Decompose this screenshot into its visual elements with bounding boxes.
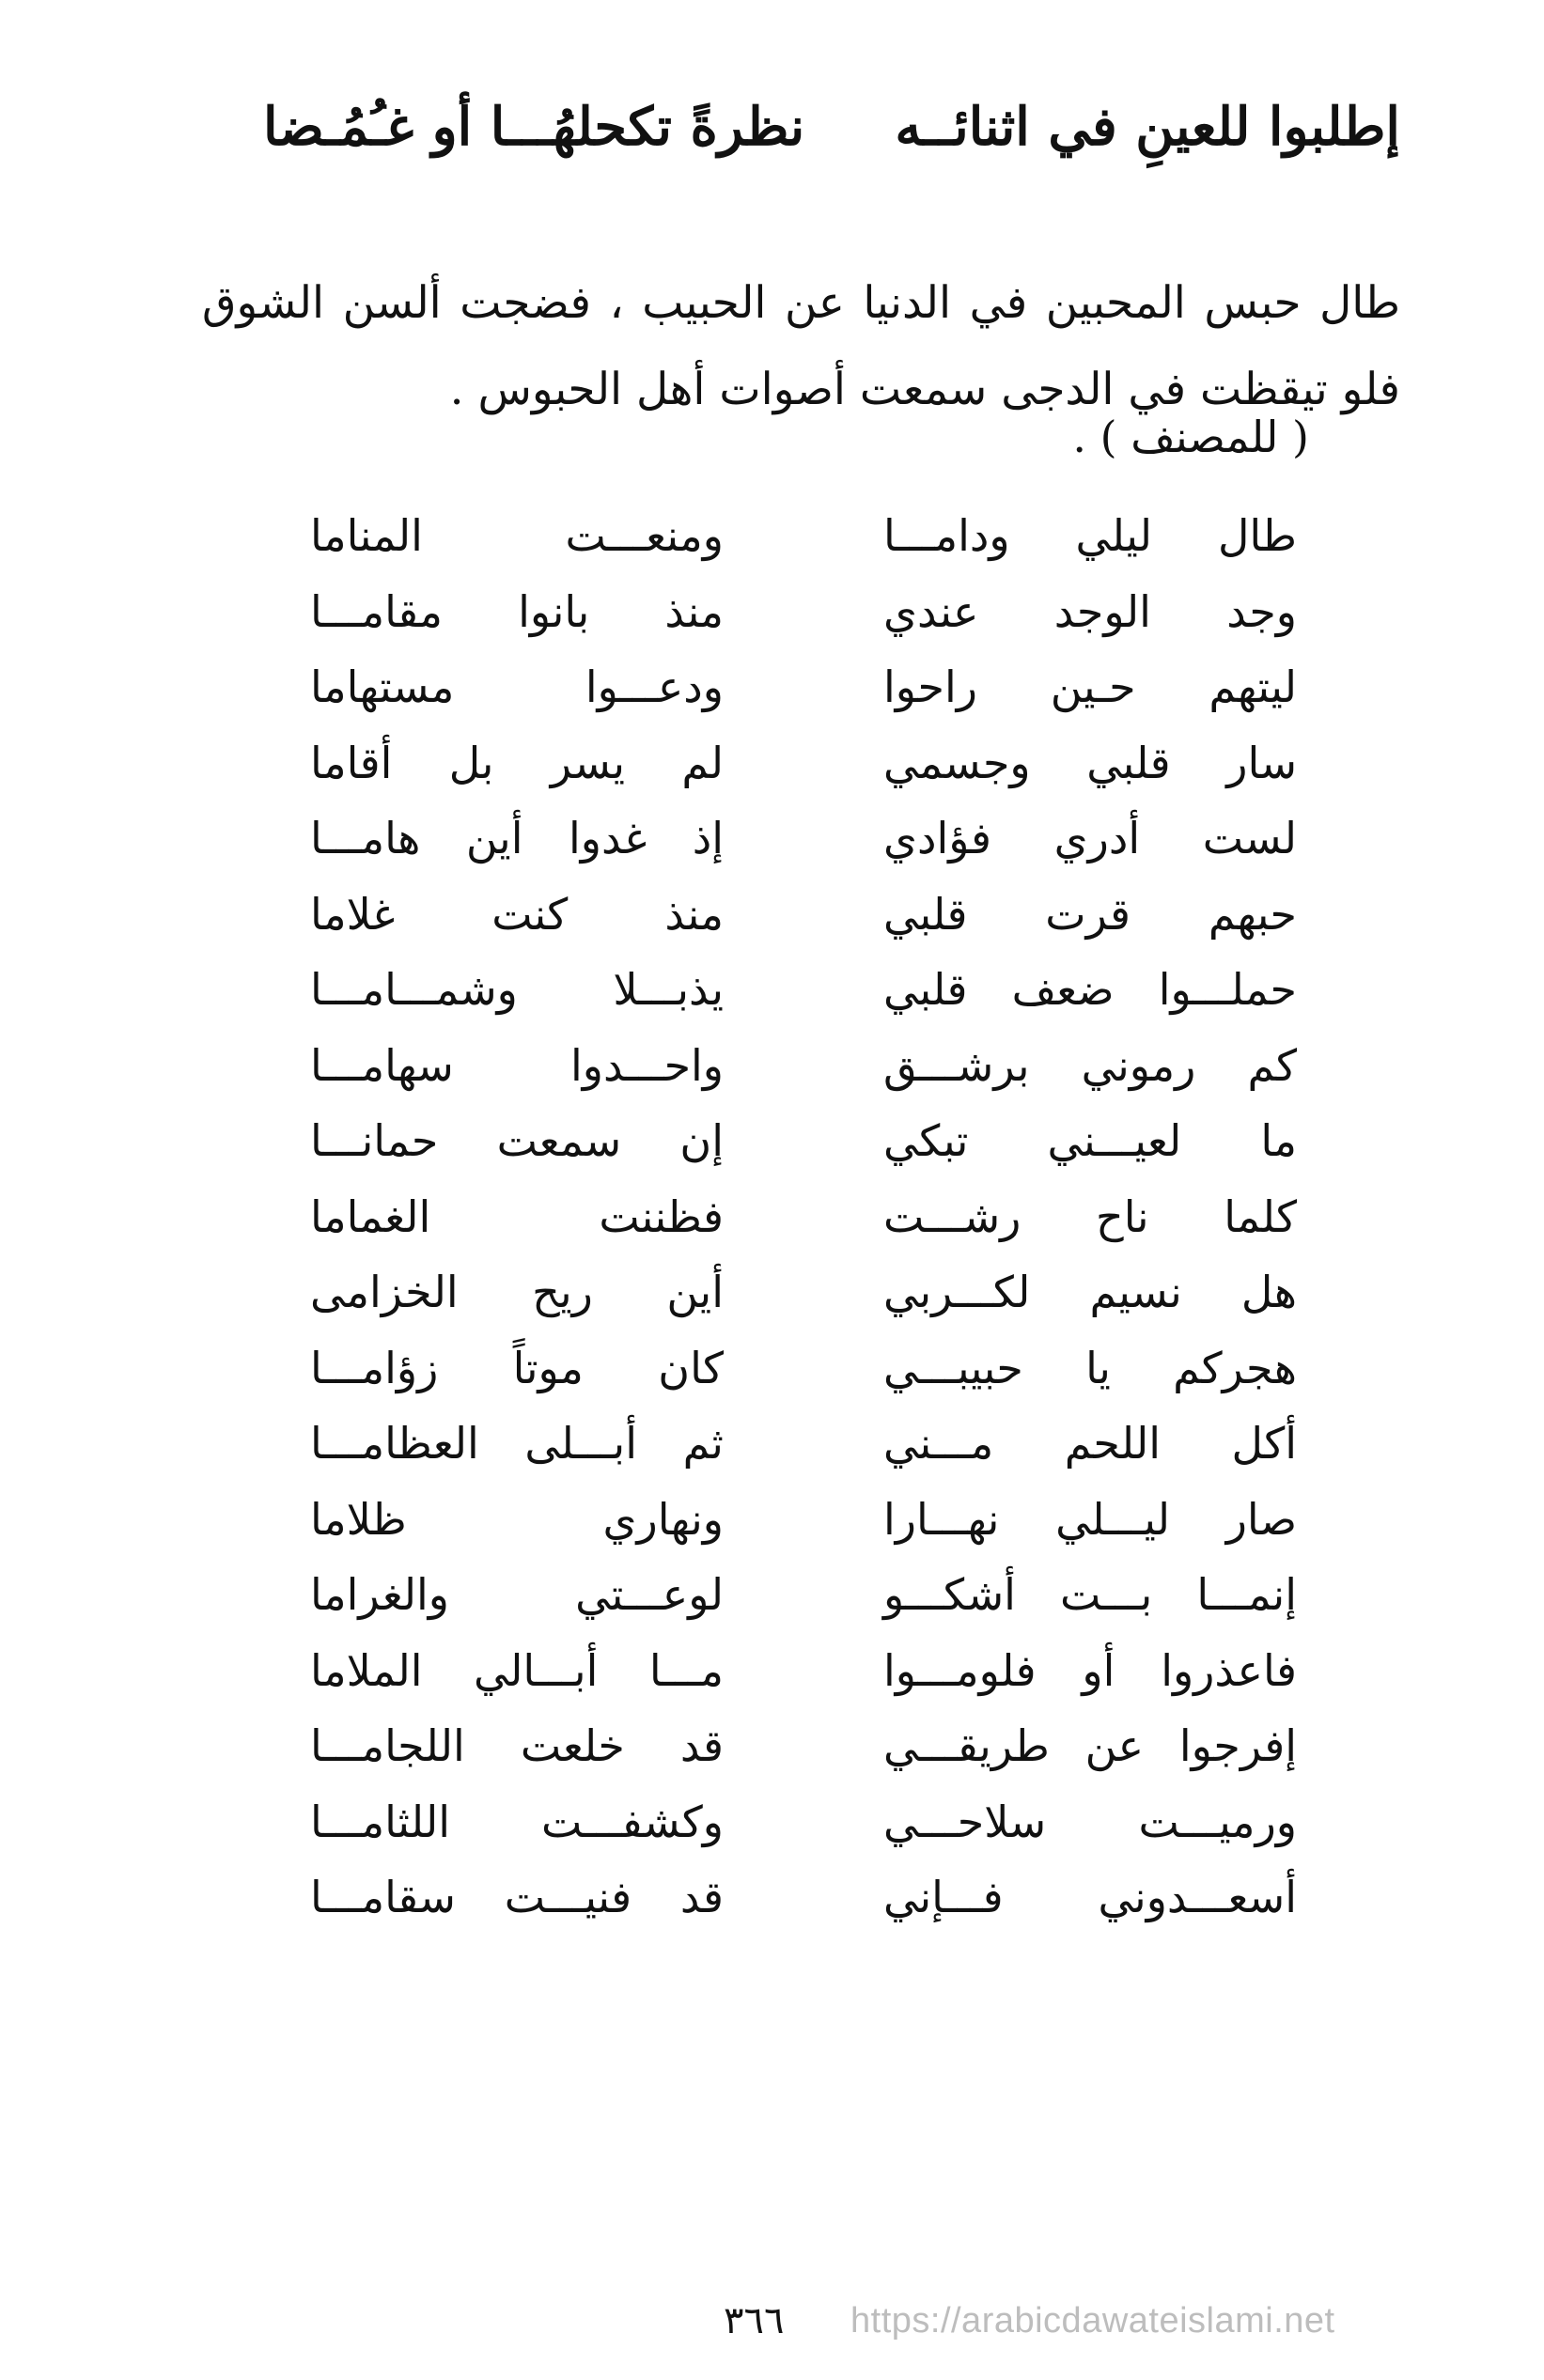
poem-verse: [310, 649, 1325, 725]
poem-verse: [310, 877, 1325, 953]
verse-second-hemistich: ثم أبـــلى العظامـــا: [310, 1418, 724, 1469]
poem-verse: [310, 1103, 1325, 1179]
attribution: ( للمصنف ) .: [1072, 412, 1309, 462]
poem-verse: [310, 1330, 1325, 1407]
verse-second-hemistich: قد خلعت اللجامـــا: [310, 1720, 724, 1771]
header-first-hemistich: إطلبوا للعينِ في اثنائــه: [895, 96, 1400, 158]
prose-paragraph: طال حبس المحبين في الدنيا عن الحبيب ، فضجت ألسن الشوق فلو تيقظت في الدجى سمعت أصوات أهل الحبوس .: [202, 277, 1400, 415]
verse-second-hemistich: إذ غدوا أين هامـــا: [310, 813, 724, 863]
verse-first-hemistich: هجركم يا حبيبـــي: [883, 1342, 1297, 1393]
poem-verse: [310, 1633, 1325, 1709]
verse-second-hemistich: لوعـــتي والغراما: [310, 1569, 724, 1620]
verse-second-hemistich: يذبـــلا وشمـــامـــا: [310, 964, 724, 1015]
verse-first-hemistich: ورميـــت سلاحـــي: [883, 1796, 1297, 1847]
verse-first-hemistich: طال ليلي ودامـــا: [883, 510, 1297, 561]
verse-second-hemistich: مـــا أبـــالي الملاما: [310, 1644, 724, 1696]
verse-second-hemistich: ودعـــوا مستهاما: [310, 661, 724, 712]
verse-second-hemistich: فظننت الغماما: [310, 1190, 724, 1242]
poem-verse: [310, 1784, 1325, 1860]
verse-first-hemistich: كم رموني برشـــق: [883, 1039, 1297, 1091]
verse-first-hemistich: ليتهم حـين راحوا: [883, 661, 1297, 712]
poem-verse: [310, 1028, 1325, 1104]
poem-verse: [310, 1859, 1325, 1936]
poem-verse: [310, 1254, 1325, 1330]
watermark-url: https://arabicdawateislami.net: [850, 2301, 1335, 2341]
verse-first-hemistich: سار قلبي وجسمي: [883, 737, 1297, 788]
verse-first-hemistich: إنمـــا بـــت أشكـــو: [883, 1569, 1297, 1620]
poem-verse: [310, 801, 1325, 877]
verse-second-hemistich: إن سمعت حمانـــا: [310, 1115, 724, 1166]
poem-verse: [310, 1482, 1325, 1558]
verse-second-hemistich: ومنعـــت المناما: [310, 510, 724, 561]
verse-second-hemistich: لم يسر بل أقاما: [310, 737, 724, 788]
poem-verse: [310, 1406, 1325, 1482]
verse-first-hemistich: صار ليـــلي نهـــارا: [883, 1493, 1297, 1545]
header-second-hemistich: نظرةً تكحلهُـــا أو غـُمُـضا: [263, 96, 805, 158]
poem: [310, 498, 1325, 1936]
verse-second-hemistich: ونهاري ظلاما: [310, 1493, 724, 1545]
verse-first-hemistich: أكل اللحم مـــني: [883, 1418, 1297, 1469]
verse-second-hemistich: وكشفـــت اللثامـــا: [310, 1796, 724, 1847]
poem-verse: [310, 725, 1325, 801]
poem-verse: [310, 952, 1325, 1028]
verse-first-hemistich: كلما ناح رشـــت: [883, 1190, 1297, 1242]
poem-verse: [310, 1179, 1325, 1255]
poem-verse: [310, 574, 1325, 650]
poem-verse: [310, 1557, 1325, 1633]
poem-verse: [310, 498, 1325, 574]
verse-second-hemistich: منذ كنت غلاما: [310, 888, 724, 940]
verse-first-hemistich: لست أدري فؤادي: [883, 813, 1297, 863]
verse-first-hemistich: فاعذروا أو فلومـــوا: [883, 1644, 1297, 1696]
verse-first-hemistich: ما لعيـــني تبكي: [883, 1115, 1297, 1166]
header-verse: [263, 75, 1400, 179]
verse-second-hemistich: واحـــدوا سهامـــا: [310, 1039, 724, 1091]
verse-first-hemistich: وجد الوجد عندي: [883, 585, 1297, 637]
verse-second-hemistich: منذ بانوا مقامـــا: [310, 585, 724, 637]
verse-first-hemistich: إفرجوا عن طريقـــي: [883, 1720, 1297, 1771]
poem-verse: [310, 1708, 1325, 1784]
verse-second-hemistich: قد فنيـــت سقامـــا: [310, 1872, 724, 1922]
verse-first-hemistich: أسعـــدوني فـــإني: [883, 1872, 1297, 1922]
verse-second-hemistich: أين ريح الخزامى: [310, 1267, 724, 1317]
verse-first-hemistich: حبهم قرت قلبي: [883, 888, 1297, 940]
verse-first-hemistich: حملـــوا ضعف قلبي: [883, 964, 1297, 1015]
verse-second-hemistich: كان موتاً زؤامـــا: [310, 1342, 724, 1393]
page-number: ٣٦٦: [724, 2299, 785, 2342]
verse-first-hemistich: هل نسيم لكـــربي: [883, 1267, 1297, 1317]
